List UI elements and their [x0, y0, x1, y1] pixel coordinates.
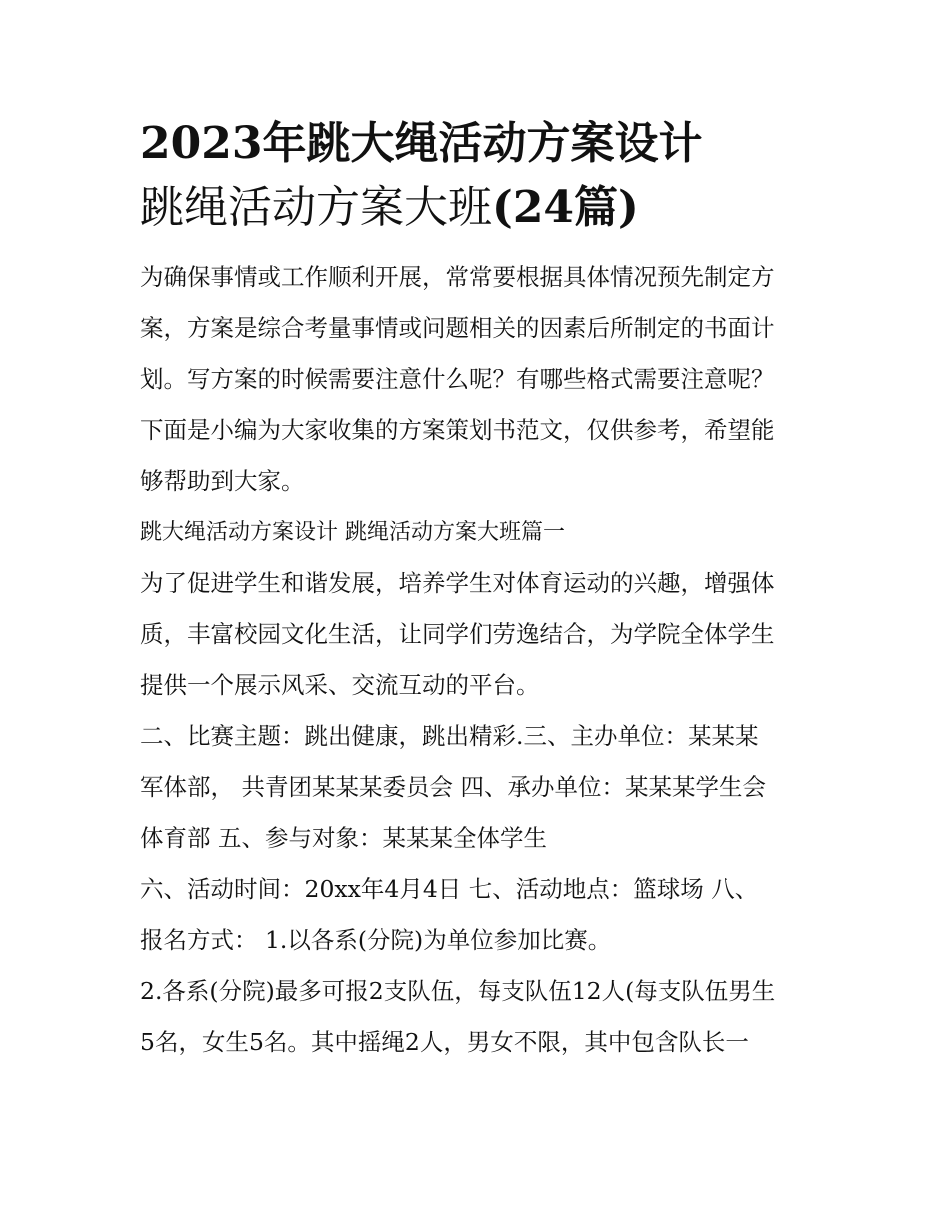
text-line: 案，方案是综合考量事情或问题相关的因素后所制定的书面计: [140, 314, 775, 342]
text-line: 军体部， 共青团某某某委员会 四、承办单位：某某某学生会: [140, 773, 766, 801]
text-line: 二、比赛主题：跳出健康，跳出精彩.三、主办单位：某某某: [140, 722, 759, 750]
text-line: 为了促进学生和谐发展，培养学生对体育运动的兴趣，增强体: [140, 569, 775, 597]
text-line: 5名，女生5名。其中摇绳2人，男女不限，其中包含队长一: [140, 1028, 749, 1056]
text-line: 六、活动时间：20xx年4月4日 七、活动地点：篮球场 八、: [140, 875, 759, 903]
text-line: 报名方式： 1.以各系(分院)为单位参加比赛。: [140, 926, 612, 954]
text-line: 质，丰富校园文化生活，让同学们劳逸结合，为学院全体学生: [140, 620, 775, 648]
document-title: [140, 112, 820, 240]
text-line: 为确保事情或工作顺利开展，常常要根据具体情况预先制定方: [140, 263, 775, 291]
text-line: 2.各系(分院)最多可报2支队伍，每支队伍12人(每支队伍男生: [140, 977, 776, 1005]
document-page: [140, 112, 820, 1068]
title-line-1: 2023年跳大绳活动方案设计: [140, 118, 703, 169]
text-line: 下面是小编为大家收集的方案策划书范文，仅供参考，希望能: [140, 416, 775, 444]
paragraph-time-location: [140, 864, 820, 966]
text-line: 体育部 五、参与对象：某某某全体学生: [140, 824, 547, 852]
text-line: 跳大绳活动方案设计 跳绳活动方案大班篇一: [140, 520, 565, 545]
paragraph-team-rules: [140, 966, 820, 1068]
paragraph-organizers: [140, 711, 820, 864]
paragraph-purpose: [140, 558, 820, 711]
text-line: 提供一个展示风采、交流互动的平台。: [140, 671, 540, 699]
title-line-2: [140, 176, 820, 240]
text-line: 划。写方案的时候需要注意什么呢？有哪些格式需要注意呢？: [140, 365, 775, 393]
section-heading: [140, 507, 820, 558]
title-line-2-count: (24篇): [492, 182, 639, 233]
document-body: [140, 252, 820, 1068]
paragraph-intro: [140, 252, 820, 507]
text-line: 够帮助到大家。: [140, 467, 305, 495]
title-line-2-text: 跳绳活动方案大班: [140, 182, 492, 233]
